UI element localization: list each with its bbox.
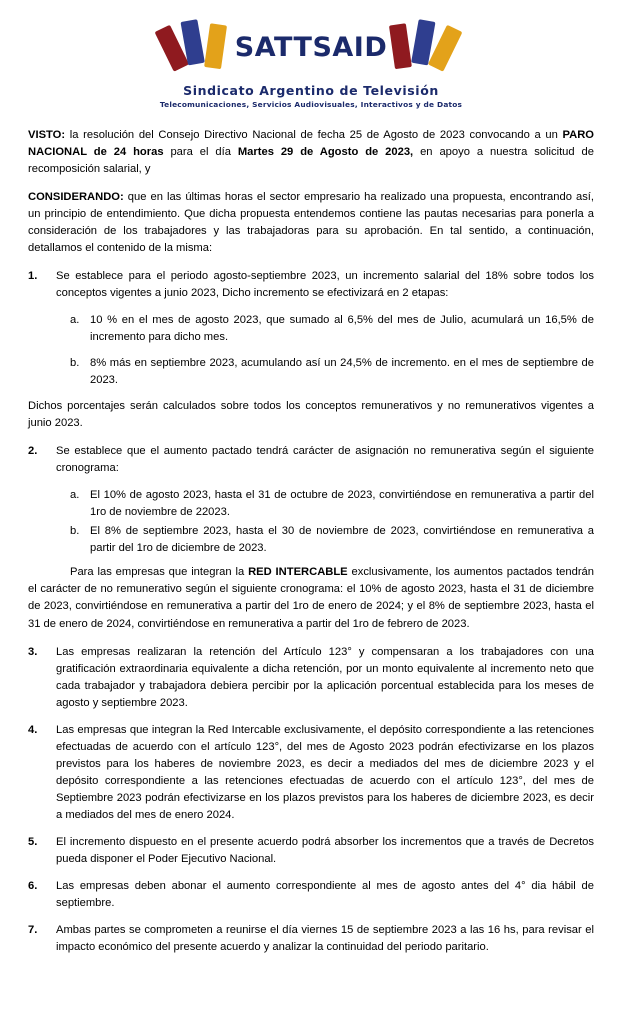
paragraph-note-percentages: Dichos porcentajes serán calculados sobre todos los conceptos remunerativos y no remunerativos vigentes a junio 2023. [28,400,594,430]
list-item [28,878,594,912]
list-item [28,443,594,477]
list-subitem [28,523,594,557]
list-item [28,268,594,302]
flag-left-icon [171,18,229,76]
subitem-text: 10 % en el mes de agosto 2023, que sumado al 6,5% del mes de Julio, acumulará un 16,5% de incremento para dicho mes. [90,314,594,344]
item-text: Las empresas que integran la Red Intercable exclusivamente, el depósito correspondiente a las retenciones efectuadas de acuerdo con el artículo 123°, del mes de Agosto 2023 podrán efectivizarse en los plazos previstos para los haberes de noviembre 2023, es decir a mediados del mes de diciembre 2023 y el depósito correspondiente a las retenciones efectuadas de acuerdo con el artículo 123°, del mes de Septiembre 2023 podrán efectivizarse en los plazos previstos para los haberes de diciembre 2023, es decir a mediados del mes de enero 2024. [56,723,594,821]
sattsaid-flag-logo [28,16,594,78]
item-text: Las empresas realizaran la retención del Artículo 123° y compensaran a los trabajadores con una gratificación extraordinaria equivalente a dicha retención, por un monto equivalente al incremento neto que cada trabajador y trabajadora debiera percibir por la aplicación porcentual establecida para los meses de agosto y septiembre 2023. [56,645,594,709]
item-number: 4. [28,723,38,736]
paragraph-red-intercable [28,564,594,632]
subitem-text: 8% más en septiembre 2023, acumulando así un 24,5% de incremento. en el mes de septiembre de 2023. [90,357,594,387]
item-number: 3. [28,645,38,658]
union-name: Sindicato Argentino de Televisión [183,83,439,98]
subitem-marker: a. [70,489,80,502]
subitem-marker: b. [70,357,80,370]
paragraph-considerando [28,189,594,257]
subitem-marker: b. [70,524,80,537]
union-subtitle: Telecomunicaciones, Servicios Audiovisuales, Interactivos y de Datos [159,100,463,109]
item-text: Ambas partes se comprometen a reunirse el día viernes 15 de septiembre 2023 a las 16 hs, para revisar el impacto económico del presente acuerdo y analizar la continuidad del periodo paritario. [56,923,594,953]
item-number: 2. [28,445,38,458]
item-number: 5. [28,835,38,848]
considerando-text: que en las últimas horas el sector empresario ha realizado una propuesta, encontrando así, un principio de entendimiento. Que dicha propuesta entendemos contiene las pautas necesarias para ponerla a consideración de los trabajadores y las trabajadoras para su aprobación. En tal sentido, a continuación, detallamos el contenido de la misma: [28,191,594,255]
flag-right-icon [393,18,451,76]
list-subitem [28,355,594,389]
item-text: Las empresas deben abonar el aumento correspondiente al mes de agosto antes del 4° dia hábil de septiembre. [56,879,594,909]
subitem-text: El 10% de agosto 2023, hasta el 31 de octubre de 2023, convirtiéndose en remunerativa a partir del 1ro de noviembre de 22023. [90,489,594,519]
item-text: Se establece para el periodo agosto-septiembre 2023, un incremento salarial del 18% sobre todos los conceptos vigentes a junio 2023, Dicho incremento se efectivizará en 2 etapas: [56,270,594,300]
intercable-text-1: Para las empresas que integran la [70,566,249,579]
list-subitem [28,487,594,521]
paragraph-visto [28,127,594,178]
visto-bold-1: PARO NACIONAL de 24 horas [28,129,594,159]
visto-bold-2: Martes 29 de Agosto de 2023, [237,146,414,159]
subitem-text: El 8% de septiembre 2023, hasta el 30 de noviembre de 2023, convirtiéndose en remunerativa a partir del 1ro de diciembre de 2023. [90,524,594,554]
item-number: 1. [28,270,38,283]
visto-text-3: en apoyo a nuestra solicitud de recomposición salarial, y [28,146,594,176]
letterhead [28,16,594,109]
visto-text-2: para el día [163,146,238,159]
item-number: 6. [28,879,38,892]
intercable-bold-1: RED INTERCABLE [248,566,348,579]
considerando-label: CONSIDERANDO: [28,191,124,204]
list-item [28,722,594,824]
intercable-text-2: exclusivamente, los aumentos pactados tendrán el carácter de no remunerativo según el siguiente cronograma: el 10% de agosto 2023, hasta el 31 de diciembre de 2023, convirtiéndose en remunerativa a partir del 1ro de enero de 2024; y el 8% de septiembre 2023, hasta el 31 de enero de 2024, convirtiéndose en remunerativa a partir del 1ro de febrero de 2023. [28,566,594,630]
item-number: 7. [28,923,38,936]
brand-wordmark: SATTSAID [234,31,388,63]
visto-label: VISTO: [28,129,66,141]
list-item [28,834,594,868]
visto-text-1: la resolución del Consejo Directivo Nacional de fecha 25 de Agosto de 2023 convocando a un [65,129,563,141]
list-subitem [28,312,594,346]
list-item [28,644,594,712]
item-text: Se establece que el aumento pactado tendrá carácter de asignación no remunerativa según el siguiente cronograma: [56,445,594,475]
item-text: El incremento dispuesto en el presente acuerdo podrá absorber los incrementos que a través de Decretos pueda disponer el Poder Ejecutivo Nacional. [56,835,594,865]
list-item [28,922,594,956]
subitem-marker: a. [70,314,80,327]
